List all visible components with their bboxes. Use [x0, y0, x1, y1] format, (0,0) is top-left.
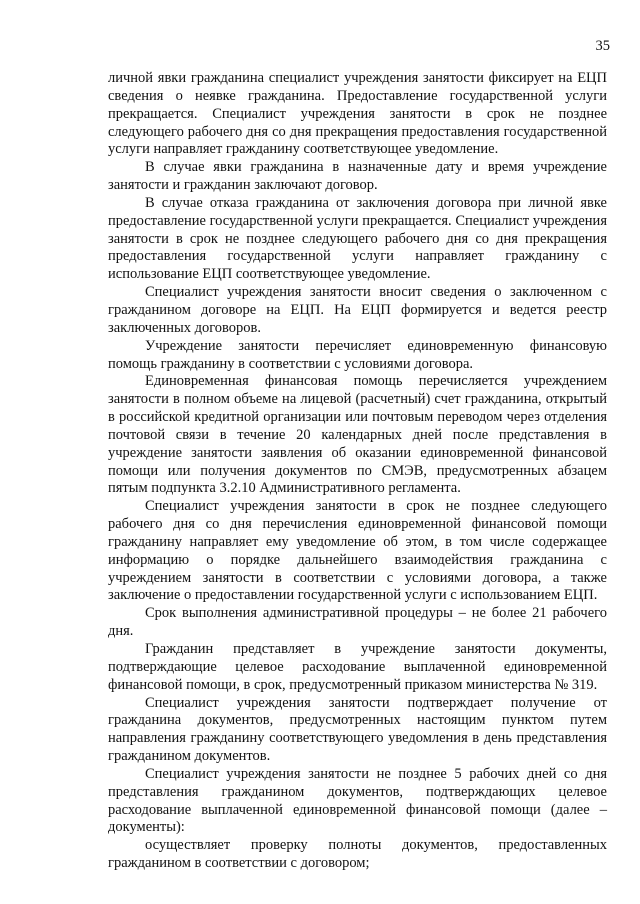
paragraph: Специалист учреждения занятости вносит сведения о заключенном с гражданином договоре на ЕЦП. На ЕЦП формируется и ведется реестр заключенных договоров. — [108, 284, 607, 336]
paragraph: осуществляет проверку полноты документов, предоставленных гражданином в соответствии с договором; — [108, 837, 607, 872]
paragraph: В случае отказа гражданина от заключения договора при личной явке предоставление государственной услуги прекращается. Специалист учреждения занятости в срок не позднее следующего рабочего дня со дня прекращения предоставления государственной услуги направляет гражданину с использование ЕЦП соответствующее уведомление. — [108, 194, 607, 283]
paragraph: В случае явки гражданина в назначенные дату и время учреждение занятости и гражданин заключают договор. — [108, 159, 607, 194]
paragraph: Единовременная финансовая помощь перечисляется учреждением занятости в полном объеме на лицевой (расчетный) счет гражданина, открытый в российской кредитной организации или почтовым переводом через отделения почтовой связи в течение 20 календарных дней после представления в учреждение занятости заявления об оказании единовременной финансовой помощи или получения документов по СМЭВ, предусмотренных абзацем пятым подпункта 3.2.10 Административного регламента. — [108, 373, 607, 497]
paragraph: Гражданин представляет в учреждение занятости документы, подтверждающие целевое расходование выплаченной единовременной финансовой помощи, в срок, предусмотренный приказом министерства № 319. — [108, 641, 607, 693]
document-body — [108, 70, 607, 873]
paragraph: Срок выполнения административной процедуры – не более 21 рабочего дня. — [108, 605, 607, 640]
page-number: 35 — [595, 38, 610, 54]
paragraph: Специалист учреждения занятости не позднее 5 рабочих дней со дня представления гражданином документов, подтверждающих целевое расходование выплаченной единовременной финансовой помощи (далее – документы): — [108, 765, 607, 836]
paragraph: личной явки гражданина специалист учреждения занятости фиксирует на ЕЦП сведения о неявке гражданина. Предоставление государственной услуги прекращается. Специалист учреждения занятости в срок не позднее следующего рабочего дня со дня прекращения предоставления государственной услуги направляет гражданину соответствующее уведомление. — [108, 70, 607, 158]
paragraph: Специалист учреждения занятости в срок не позднее следующего рабочего дня со дня перечисления единовременной финансовой помощи гражданину направляет ему уведомление об этом, в том числе содержащее информацию о порядке дальнейшего взаимодействия гражданина с учреждением занятости в соответствии с условиями договора, а также заключение о предоставлении государственной услуги с использованием ЕЦП. — [108, 498, 607, 604]
paragraph: Специалист учреждения занятости подтверждает получение от гражданина документов, предусмотренных настоящим пунктом путем направления гражданину соответствующего уведомления в день представления гражданином документов. — [108, 694, 607, 765]
paragraph: Учреждение занятости перечисляет единовременную финансовую помощь гражданину в соответствии с условиями договора. — [108, 337, 607, 372]
